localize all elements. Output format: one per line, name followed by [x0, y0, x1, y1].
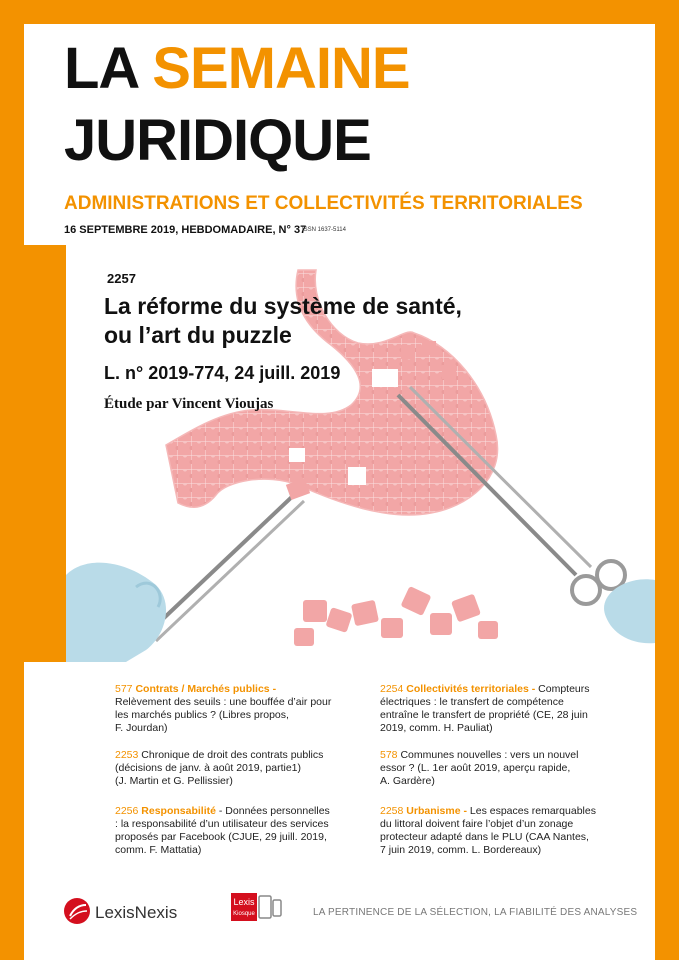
summary-number: 577 — [115, 683, 133, 695]
forceps-icon — [146, 478, 310, 641]
masthead-la: LA — [64, 36, 138, 101]
summary-rubric: Contrats / Marchés publics - — [135, 683, 277, 695]
summary-rubric: Collectivités territoriales - — [406, 683, 536, 695]
summary-line: Communes nouvelles : vers un nouvel — [400, 749, 579, 761]
summary-line: - Données personnelles — [218, 805, 330, 817]
summary-line: entraîne le transfert de propriété (CE, 28 juin — [380, 709, 588, 721]
summary-line: protecteur adapté dans le PLU (CAA Nantes, — [380, 831, 589, 843]
summary-number: 578 — [380, 749, 398, 761]
issn: ISSN 1637-5114 — [302, 227, 346, 233]
summary-line: Chronique de droit des contrats publics — [141, 749, 324, 761]
summary-number: 2256 — [115, 805, 139, 817]
feature-number: 2257 — [107, 271, 136, 286]
summary-line: Compteurs — [538, 683, 590, 695]
summary-item — [115, 683, 355, 735]
summary-item — [380, 683, 630, 735]
summary-rubric: Responsabilité — [141, 805, 216, 817]
summary-line: essor ? (L. 1er août 2019, aperçu rapide, — [380, 762, 571, 774]
summary-line: Les espaces remarquables — [469, 805, 596, 817]
summary-line: comm. F. Mattatia) — [115, 844, 202, 856]
kiosque-device-icon — [231, 892, 283, 927]
summary-line: Relèvement des seuils : une bouffée d’air pour — [115, 696, 332, 708]
summary-rubric: Urbanisme - — [406, 805, 467, 817]
summary-line: les marchés publics ? (Libres propos, — [115, 709, 289, 721]
summary-line: 2019, comm. H. Pauliat) — [380, 722, 493, 734]
masthead-line1 — [64, 36, 410, 101]
feature-title-line2: ou l’art du puzzle — [104, 322, 292, 348]
summary-line: (J. Martin et G. Pellissier) — [115, 775, 233, 787]
feature-law: L. n° 2019-774, 24 juill. 2019 — [104, 363, 341, 383]
summary-line: (décisions de janv. à août 2019, partie1) — [115, 762, 302, 774]
feature-title-line1: La réforme du système de santé, — [104, 293, 462, 319]
kiosque-bottom: Kiosque — [233, 911, 255, 917]
summary-line: électriques : le transfert de compétence — [380, 696, 564, 708]
summary-item — [115, 749, 355, 788]
summary-item — [380, 749, 630, 788]
kiosque-top: Lexis — [233, 897, 255, 907]
tagline: LA PERTINENCE DE LA SÉLECTION, LA FIABILITÉ DES ANALYSES — [313, 907, 638, 918]
brand-name: LexisNexis — [95, 903, 178, 922]
masthead-juridique: JURIDIQUE — [64, 108, 371, 173]
summary-number: 2258 — [380, 805, 404, 817]
summary-line: F. Jourdan) — [115, 722, 168, 734]
feature-author: Étude par Vincent Vioujas — [104, 396, 274, 412]
summary-line: 7 juin 2019, comm. L. Bordereaux) — [380, 844, 542, 856]
summary-line: A. Gardère) — [380, 775, 435, 787]
feature-title — [104, 292, 462, 350]
masthead-semaine: SEMAINE — [152, 36, 410, 101]
summary-number: 2254 — [380, 683, 404, 695]
summary-number: 2253 — [115, 749, 139, 761]
summary-line: du littoral doivent faire l’objet d’un zonage — [380, 818, 574, 830]
lexisnexis-logo-icon — [62, 896, 92, 931]
summary-line: proposés par Facebook (CJUE, 29 juill. 2019, — [115, 831, 327, 843]
edition-subtitle: ADMINISTRATIONS ET COLLECTIVITÉS TERRITORIALES — [64, 193, 583, 214]
summary-item — [380, 805, 630, 857]
dateline: 16 SEPTEMBRE 2019, HEBDOMADAIRE, N° 37 — [64, 224, 307, 236]
summary-line: : la responsabilité d’un utilisateur des services — [115, 818, 329, 830]
summary-item — [115, 805, 355, 857]
